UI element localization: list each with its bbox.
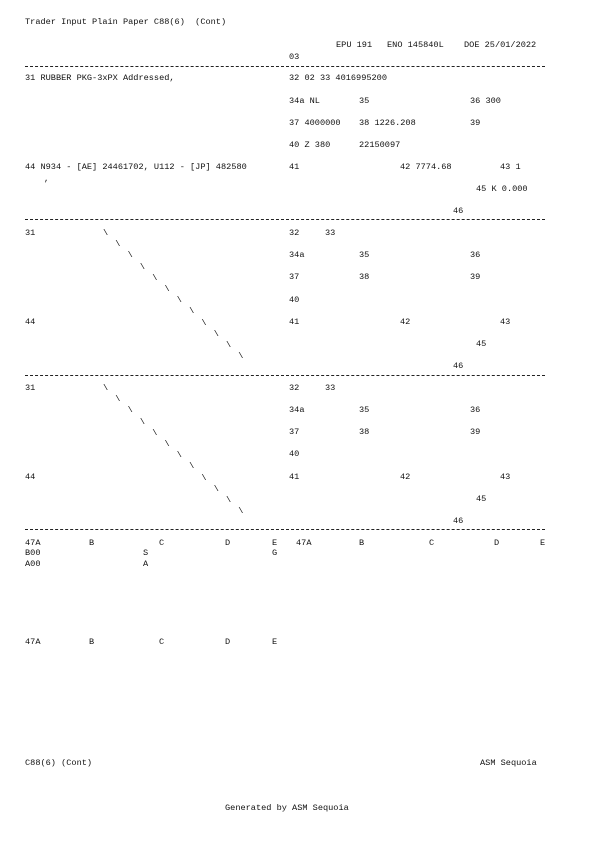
box-47a-header: 47A: [25, 538, 41, 548]
box-40-reference: 22150097: [359, 140, 401, 150]
box-41-label: 41: [289, 317, 300, 327]
box-41-label: 41: [289, 162, 300, 172]
box-43-valuation: 43 1: [500, 162, 521, 172]
box-35-label: 35: [359, 405, 370, 415]
box-41-label: 41: [289, 472, 300, 482]
strike-slash: \: [152, 427, 158, 438]
box-47-col-b: B: [89, 538, 95, 548]
box-47a-header: 47A: [296, 538, 312, 548]
divider: [25, 219, 545, 220]
box-42-label: 42: [400, 317, 411, 327]
strike-slash: \: [127, 250, 133, 261]
box-47-col-e: E: [272, 637, 278, 647]
box-44-continuation: ,: [44, 174, 50, 184]
page-number: 03: [289, 52, 300, 62]
box-47-col-d: D: [225, 538, 231, 548]
document-title: Trader Input Plain Paper C88(6) (Cont): [25, 17, 227, 27]
strike-slash: \: [127, 405, 133, 416]
box-34a-origin: 34a NL: [289, 96, 320, 106]
box-34a-label: 34a: [289, 405, 305, 415]
box-47-row-code: A00: [25, 559, 41, 569]
strike-slash: \: [238, 351, 244, 362]
generated-by: Generated by ASM Sequoia: [225, 803, 349, 813]
box-34a-label: 34a: [289, 250, 305, 260]
strike-slash: \: [115, 394, 121, 405]
strike-slash: \: [201, 317, 207, 328]
box-36-preference: 36 300: [470, 96, 501, 106]
divider: [25, 66, 545, 67]
box-44-label: 44: [25, 472, 36, 482]
box-38-label: 38: [359, 272, 370, 282]
box-47-row-mop: A: [143, 559, 149, 569]
box-47a-header: 47A: [25, 637, 41, 647]
box-37-label: 37: [289, 272, 300, 282]
box-47-row-code: B00: [25, 548, 41, 558]
box-47-col-c: C: [159, 637, 165, 647]
strike-slash: \: [115, 239, 121, 250]
box-36-label: 36: [470, 250, 481, 260]
box-38-label: 38: [359, 427, 370, 437]
box-47-col-c: C: [429, 538, 435, 548]
box-32-label: 32: [289, 383, 300, 393]
box-39-label: 39: [470, 272, 481, 282]
box-40-previous-doc: 40 Z 380: [289, 140, 331, 150]
box-40-label: 40: [289, 295, 300, 305]
strike-slash: \: [139, 261, 146, 272]
box-31-description: 31 RUBBER PKG-3xPX Addressed,: [25, 73, 175, 83]
strike-slash: \: [189, 461, 195, 472]
strike-slash: \: [139, 416, 146, 427]
box-42-label: 42: [400, 472, 411, 482]
box-47-row-mop: S: [143, 548, 149, 558]
box-47-col-b: B: [89, 637, 95, 647]
box-45-label: 45: [476, 339, 487, 349]
box-39-label: 39: [470, 118, 481, 128]
strike-slash: \: [213, 483, 219, 494]
box-47-row-e: G: [272, 548, 278, 558]
box-33-label: 33: [325, 228, 336, 238]
box-32-label: 32: [289, 228, 300, 238]
box-47-col-d: D: [494, 538, 500, 548]
divider: [25, 529, 545, 530]
date-of-entry: DOE 25/01/2022: [464, 40, 537, 50]
box-44-additional-info: 44 N934 - [AE] 24461702, U112 - [JP] 482580: [25, 162, 247, 172]
box-39-label: 39: [470, 427, 481, 437]
box-45-label: 45: [476, 494, 487, 504]
strike-slash: \: [103, 383, 109, 393]
box-37-label: 37: [289, 427, 300, 437]
strike-slash: \: [152, 272, 158, 283]
footer-form-code: C88(6) (Cont): [25, 758, 93, 768]
box-42-item-price: 42 7774.68: [400, 162, 452, 172]
strike-slash: \: [176, 450, 182, 461]
box-43-label: 43: [500, 317, 511, 327]
entry-number: ENO 145840L: [387, 40, 444, 50]
box-46-label: 46: [453, 516, 464, 526]
box-35-label: 35: [359, 96, 370, 106]
box-44-label: 44: [25, 317, 36, 327]
epu-number: EPU 191: [336, 40, 373, 50]
strike-slash: \: [189, 306, 195, 317]
box-31-label: 31: [25, 383, 36, 393]
box-37-procedure: 37 4000000: [289, 118, 341, 128]
box-32-33-commodity: 32 02 33 4016995200: [289, 73, 387, 83]
box-45-adjustment: 45 K 0.000: [476, 184, 528, 194]
footer-vendor: ASM Sequoia: [480, 758, 537, 768]
strike-slash: \: [238, 506, 244, 517]
box-38-net-mass: 38 1226.208: [359, 118, 416, 128]
box-33-label: 33: [325, 383, 336, 393]
box-36-label: 36: [470, 405, 481, 415]
strike-slash: \: [226, 495, 232, 505]
box-46-label: 46: [453, 206, 464, 216]
box-43-label: 43: [500, 472, 511, 482]
box-47-col-c: C: [159, 538, 165, 548]
box-31-label: 31: [25, 228, 36, 238]
box-47-col-e: E: [272, 538, 278, 548]
strike-slash: \: [226, 340, 232, 350]
strike-slash: \: [201, 472, 207, 483]
divider: [25, 375, 545, 376]
strike-slash: \: [213, 328, 219, 339]
box-40-label: 40: [289, 449, 300, 459]
box-35-label: 35: [359, 250, 370, 260]
box-46-label: 46: [453, 361, 464, 371]
strike-slash: \: [176, 295, 182, 306]
strike-slash: \: [103, 228, 109, 238]
strike-slash: \: [164, 439, 170, 449]
box-47-col-b: B: [359, 538, 365, 548]
strike-slash: \: [164, 284, 170, 294]
box-47-col-e: E: [540, 538, 546, 548]
box-47-col-d: D: [225, 637, 231, 647]
